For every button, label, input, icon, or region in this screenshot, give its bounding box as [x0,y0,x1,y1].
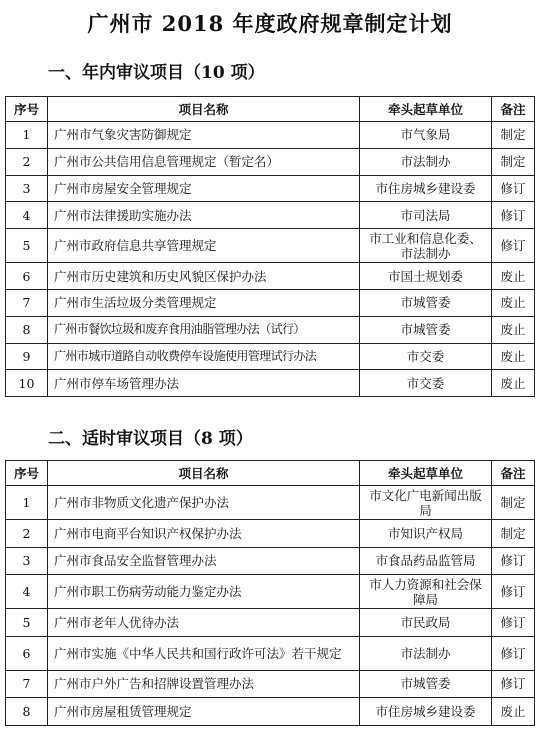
row-unit: 市住房城乡建设委 [360,175,492,202]
row-name: 广州市餐饮垃圾和废弃食用油脂管理办法（试行） [48,316,360,343]
section-heading-annual: 一、年内审议项目（10 项） [48,63,265,83]
row-note: 修订 [492,229,535,263]
row-unit: 市人力资源和社会保障局 [360,575,492,609]
row-note: 修订 [492,636,535,670]
header-note: 备注 [492,97,535,122]
table-row [6,520,535,548]
row-no: 4 [6,575,48,609]
table-row [6,670,535,698]
row-name: 广州市历史建筑和历史风貌区保护办法 [48,263,360,290]
table-row [6,698,535,726]
table-header-row [6,461,535,486]
table-row [6,289,535,316]
row-no: 2 [6,148,48,175]
row-name: 广州市城市道路自动收费停车设施使用管理试行办法 [48,343,360,370]
row-name: 广州市停车场管理办法 [48,370,360,397]
row-unit: 市交委 [360,370,492,397]
row-unit: 市城管委 [360,670,492,698]
row-no: 5 [6,609,48,637]
row-note: 废止 [492,316,535,343]
row-name: 广州市老年人优待办法 [48,609,360,637]
table-row [6,636,535,670]
row-unit: 市住房城乡建设委 [360,698,492,726]
row-name: 广州市实施《中华人民共和国行政许可法》若干规定 [48,636,360,670]
row-no: 8 [6,698,48,726]
row-unit: 市民政局 [360,609,492,637]
row-name: 广州市非物质文化遗产保护办法 [48,486,360,520]
table-row [6,486,535,520]
row-note: 修订 [492,575,535,609]
row-no: 6 [6,263,48,290]
row-note: 修订 [492,609,535,637]
row-unit: 市司法局 [360,202,492,229]
row-no: 5 [6,229,48,263]
row-note: 制定 [492,122,535,149]
table-row [6,609,535,637]
timely-projects-table [5,460,535,726]
row-name: 广州市公共信用信息管理规定（暂定名） [48,148,360,175]
row-no: 8 [6,316,48,343]
row-note: 制定 [492,520,535,548]
row-no: 7 [6,670,48,698]
table-row [6,575,535,609]
row-note: 修订 [492,202,535,229]
row-no: 2 [6,520,48,548]
row-note: 制定 [492,148,535,175]
row-name: 广州市房屋安全管理规定 [48,175,360,202]
row-no: 1 [6,486,48,520]
row-name: 广州市气象灾害防御规定 [48,122,360,149]
row-unit: 市城管委 [360,316,492,343]
row-unit: 市国土规划委 [360,263,492,290]
row-no: 1 [6,122,48,149]
row-name: 广州市职工伤病劳动能力鉴定办法 [48,575,360,609]
row-note: 废止 [492,289,535,316]
row-unit: 市交委 [360,343,492,370]
row-note: 修订 [492,547,535,575]
header-unit: 牵头起草单位 [360,461,492,486]
row-name: 广州市法律援助实施办法 [48,202,360,229]
table-row [6,263,535,290]
row-no: 9 [6,343,48,370]
header-unit: 牵头起草单位 [360,97,492,122]
page-title: 广州市 2018 年度政府规章制定计划 [87,11,453,36]
row-name: 广州市政府信息共享管理规定 [48,229,360,263]
section-heading-timely: 二、适时审议项目（8 项） [48,429,253,449]
row-unit: 市法制办 [360,636,492,670]
row-no: 10 [6,370,48,397]
row-note: 制定 [492,486,535,520]
table-header-row [6,97,535,122]
row-unit: 市工业和信息化委、市法制办 [360,229,492,263]
row-name: 广州市房屋租赁管理规定 [48,698,360,726]
table-row [6,547,535,575]
table-row [6,148,535,175]
row-note: 废止 [492,370,535,397]
table-row [6,316,535,343]
row-no: 4 [6,202,48,229]
row-unit: 市城管委 [360,289,492,316]
row-note: 废止 [492,698,535,726]
header-note: 备注 [492,461,535,486]
row-note: 修订 [492,175,535,202]
table-row [6,229,535,263]
row-no: 3 [6,175,48,202]
row-no: 6 [6,636,48,670]
row-name: 广州市生活垃圾分类管理规定 [48,289,360,316]
row-unit: 市气象局 [360,122,492,149]
table-row [6,370,535,397]
table-row [6,343,535,370]
row-name: 广州市户外广告和招牌设置管理办法 [48,670,360,698]
header-no: 序号 [6,97,48,122]
header-no: 序号 [6,461,48,486]
row-no: 7 [6,289,48,316]
row-note: 废止 [492,343,535,370]
header-name: 项目名称 [48,97,360,122]
header-name: 项目名称 [48,461,360,486]
row-unit: 市食品药品监管局 [360,547,492,575]
row-note: 废止 [492,263,535,290]
row-no: 3 [6,547,48,575]
table-row [6,122,535,149]
row-name: 广州市电商平台知识产权保护办法 [48,520,360,548]
annual-projects-table [5,96,535,397]
row-unit: 市文化广电新闻出版局 [360,486,492,520]
table-row [6,175,535,202]
row-note: 修订 [492,670,535,698]
row-unit: 市法制办 [360,148,492,175]
row-name: 广州市食品安全监督管理办法 [48,547,360,575]
row-unit: 市知识产权局 [360,520,492,548]
table-row [6,202,535,229]
